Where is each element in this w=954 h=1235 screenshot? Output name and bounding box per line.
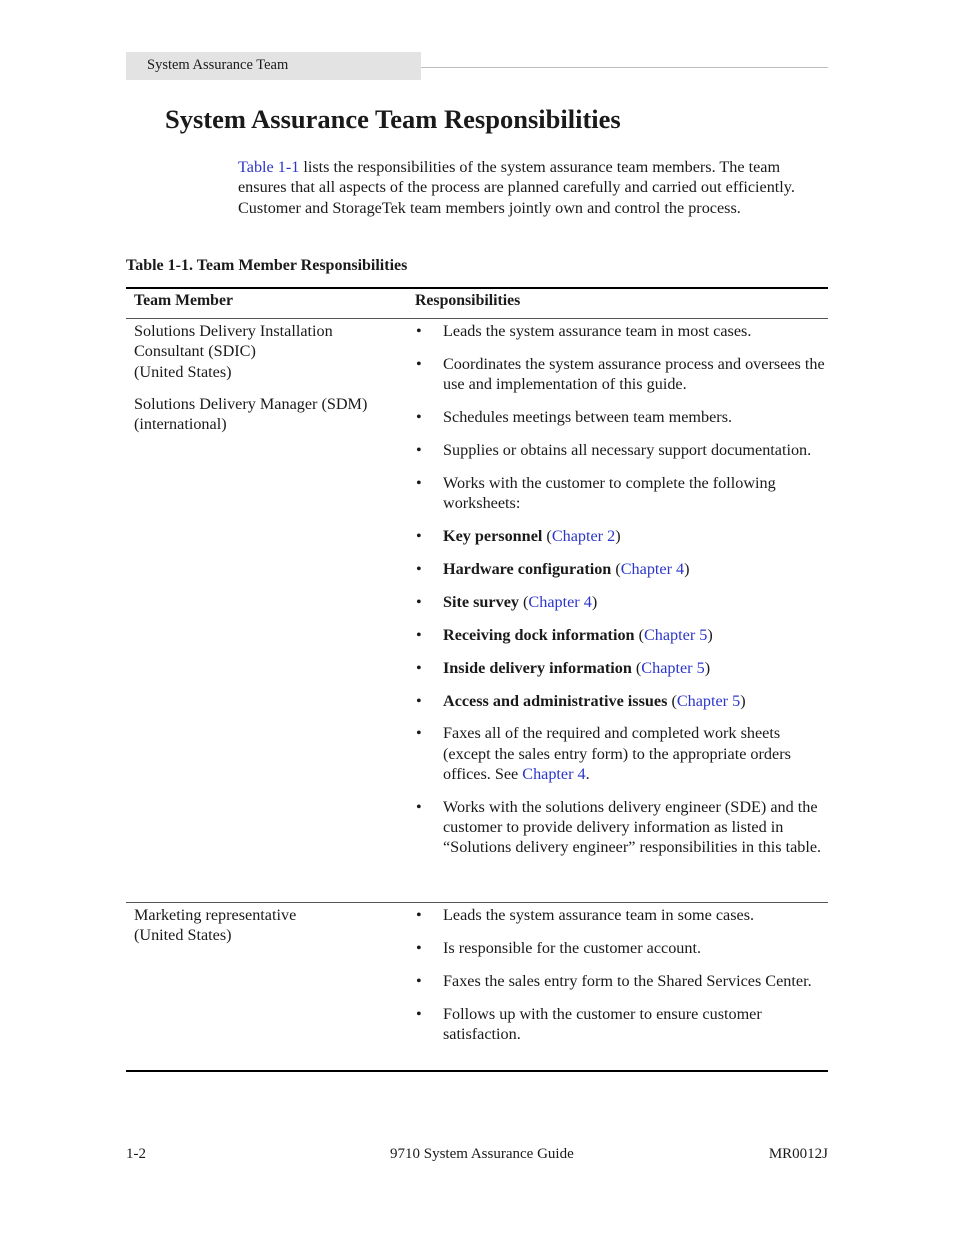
list-item [415, 1004, 827, 1045]
paren-close: ) [740, 691, 746, 710]
responsibilities-list-marketing [415, 905, 827, 1057]
paren-open: ( [667, 691, 677, 710]
table-row-divider [126, 902, 828, 903]
list-item [415, 971, 827, 991]
worksheet-item [415, 559, 827, 579]
table-bottom-rule [126, 1070, 828, 1072]
member-line: (United States) [134, 926, 232, 945]
table-header-rule [126, 318, 828, 319]
table-caption: Table 1-1. Team Member Responsibilities [126, 257, 408, 274]
member-line: (international) [134, 415, 227, 434]
member-line: Marketing representative [134, 906, 297, 924]
list-item [415, 354, 827, 395]
item-text: Leads the system assurance team in most cases. [443, 322, 752, 340]
item-text: Faxes the sales entry form to the Shared Services Center. [443, 971, 812, 990]
page-title: System Assurance Team Responsibilities [165, 104, 621, 134]
item-text: Schedules meetings between team members. [443, 408, 733, 427]
table-1-1-link[interactable]: Table 1-1 [238, 158, 300, 176]
header-rule [421, 67, 828, 68]
worksheet-item [415, 658, 827, 678]
worksheet-name: Site survey [443, 592, 519, 611]
chapter-link[interactable]: Chapter 4 [522, 764, 586, 783]
chapter-link[interactable]: Chapter 2 [551, 527, 616, 546]
column-header-responsibilities: Responsibilities [415, 292, 521, 309]
intro-text: lists the responsibilities of the system assurance team members. The team ensures that all aspects of the process are planned carefully and carried out efficiently. Customer and StorageTek team members jointly own and control the process. [238, 158, 795, 217]
chapter-link[interactable]: Chapter 5 [676, 691, 741, 710]
running-header [126, 52, 421, 80]
chapter-link[interactable]: Chapter 5 [643, 625, 708, 644]
chapter-link[interactable]: Chapter 4 [528, 592, 592, 611]
list-item [415, 440, 827, 460]
period: . [585, 764, 590, 783]
paren-open: ( [518, 592, 529, 611]
list-item [415, 473, 827, 514]
running-header-label: System Assurance Team [147, 57, 289, 73]
paren-open: ( [611, 559, 621, 578]
worksheet-name: Access and administrative issues [443, 691, 668, 710]
chapter-link[interactable]: Chapter 5 [641, 658, 705, 677]
intro-paragraph [238, 157, 830, 218]
paren-open: ( [631, 658, 642, 677]
item-text: Is responsible for the customer account. [443, 938, 702, 957]
footer-doc-code: MR0012J [768, 1146, 828, 1162]
footer-doc-title: 9710 System Assurance Guide [390, 1146, 574, 1162]
member-line: Consultant (SDIC) [134, 342, 256, 361]
worksheet-item [415, 691, 827, 711]
worksheet-item [415, 592, 827, 612]
paren-close: ) [684, 559, 690, 578]
item-text: Supplies or obtains all necessary support documentation. [443, 440, 812, 459]
column-header-team-member: Team Member [134, 292, 233, 309]
paren-close: ) [704, 658, 711, 677]
member-line: Solutions Delivery Installation [134, 322, 333, 340]
item-text: Faxes all of the required and completed work sheets (except the sales entry form) to the appropriate orders offices. See [443, 724, 791, 783]
worksheet-name: Inside delivery information [443, 658, 632, 677]
member-line: Solutions Delivery Manager (SDM) [134, 395, 368, 413]
item-text: Works with the solutions delivery engineer (SDE) and the customer to provide delivery information as listed in “Solutions delivery engineer” responsibilities in this table. [443, 797, 822, 857]
team-member-sdic [134, 321, 404, 382]
item-text: Leads the system assurance team in some cases. [443, 906, 755, 924]
table-top-rule [126, 287, 828, 289]
responsibilities-list-sdic [415, 321, 827, 870]
paren-open: ( [542, 527, 552, 546]
list-item [415, 905, 827, 925]
worksheet-name: Key personnel [443, 527, 543, 546]
worksheet-name: Hardware configuration [443, 559, 612, 578]
paren-close: ) [591, 592, 598, 611]
paren-open: ( [634, 625, 644, 644]
list-item [415, 407, 827, 427]
worksheet-item [415, 625, 827, 645]
item-text: Works with the customer to complete the following worksheets: [443, 473, 776, 513]
list-item [415, 797, 827, 858]
member-line: (United States) [134, 362, 232, 381]
list-item [415, 321, 827, 341]
item-text: Follows up with the customer to ensure customer satisfaction. [443, 1004, 762, 1043]
footer-page-number: 1-2 [126, 1146, 146, 1162]
list-item [415, 723, 827, 784]
paren-close: ) [615, 527, 621, 546]
worksheet-name: Receiving dock information [443, 625, 635, 644]
paren-close: ) [707, 625, 713, 644]
worksheet-item [415, 526, 827, 546]
list-item [415, 938, 827, 958]
team-member-marketing [134, 905, 404, 946]
item-text: Coordinates the system assurance process and oversees the use and implementation of this guide. [443, 354, 825, 394]
team-member-sdm [134, 394, 404, 435]
chapter-link[interactable]: Chapter 4 [620, 559, 685, 578]
